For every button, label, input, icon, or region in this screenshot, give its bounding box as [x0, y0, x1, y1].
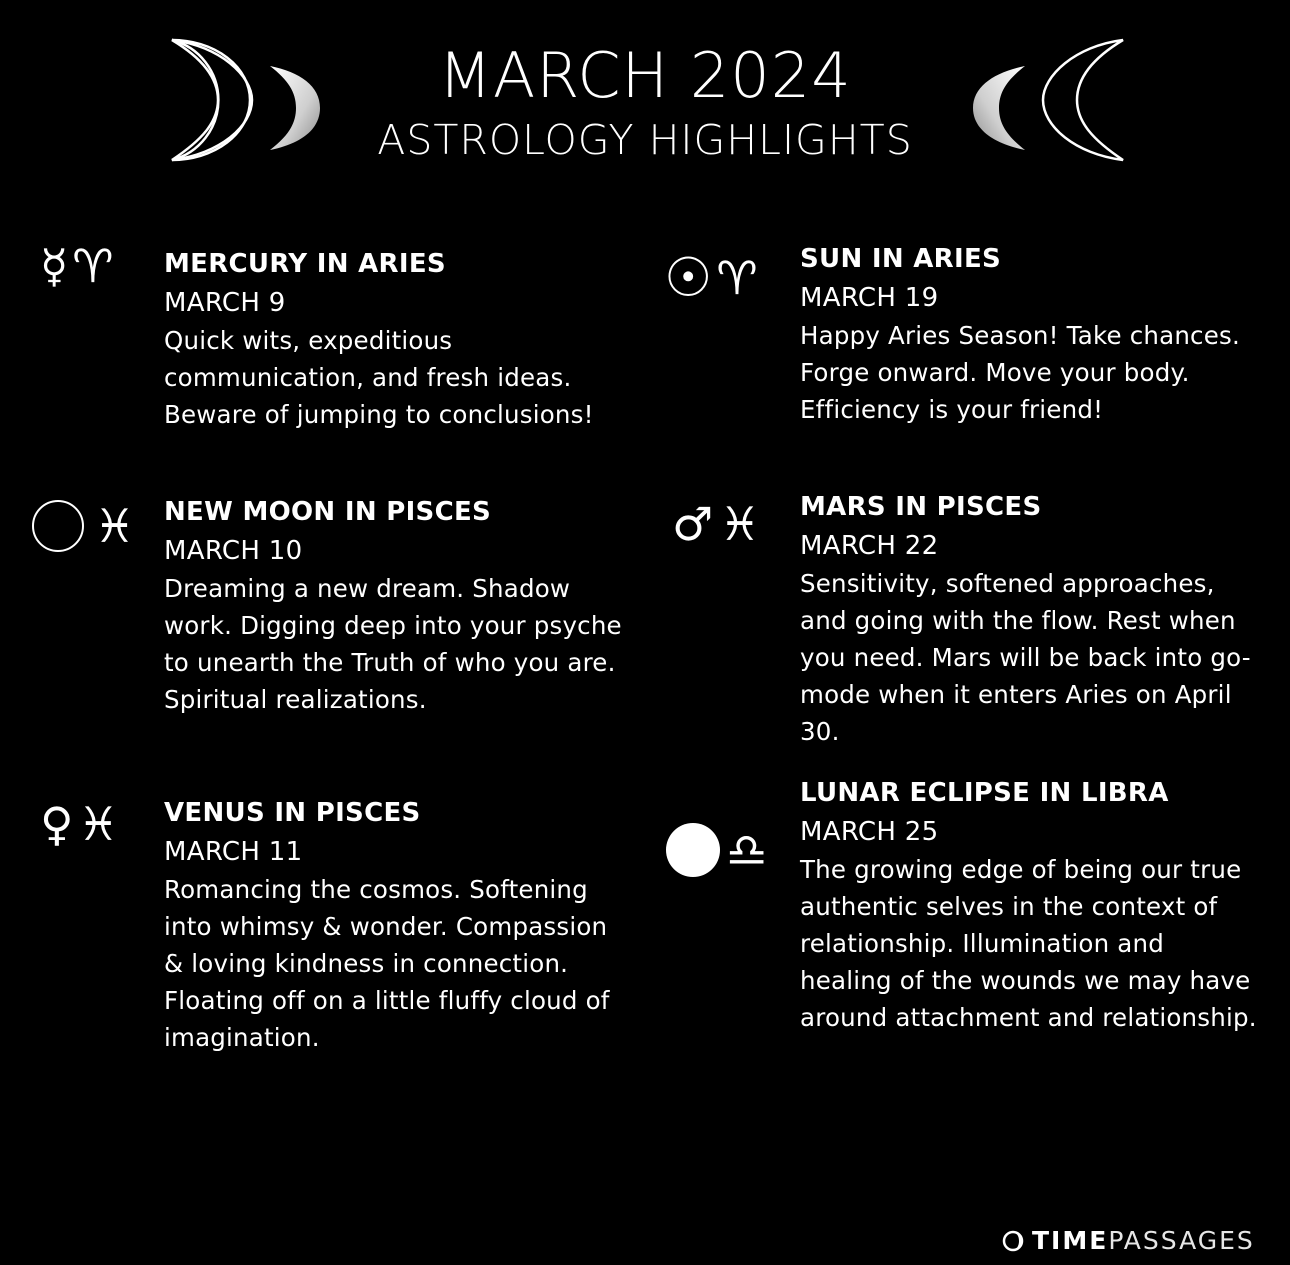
venus-icon: ♀ [40, 797, 74, 851]
pisces-icon: ♓︎ [719, 497, 761, 551]
mercury-icon: ☿ [40, 239, 69, 293]
pisces-icon: ♓︎ [94, 499, 136, 553]
entry-date: MARCH 22 [800, 531, 939, 561]
waxing-moons-icon [160, 36, 330, 166]
page-subtitle: ASTROLOGY HIGHLIGHTS [377, 116, 913, 164]
brand-time: TIME [1032, 1226, 1109, 1255]
time-passages-logo-icon [1002, 1230, 1024, 1252]
aries-icon: ♈︎ [72, 239, 114, 293]
mercury-aries-glyphs [40, 236, 113, 296]
lunar-eclipse-libra-glyphs [666, 820, 767, 880]
entry-mercury-in-aries [164, 244, 624, 433]
entry-lunar-eclipse-in-libra [800, 773, 1260, 1036]
new-moon-icon [32, 500, 84, 552]
entry-heading: VENUS IN PISCES [164, 798, 421, 828]
entry-heading: MERCURY IN ARIES [164, 249, 446, 279]
page-title: MARCH 2024 [438, 39, 852, 112]
entry-new-moon-in-pisces [164, 492, 624, 718]
pisces-icon: ♓︎ [77, 797, 119, 851]
entry-venus-in-pisces [164, 793, 624, 1056]
entry-description: Romancing the cosmos. Softening into whimsy & wonder. Compassion & loving kindness in connection. Floating off on a little fluffy cloud of imagination. [164, 875, 610, 1052]
waning-moons-icon [965, 36, 1135, 166]
aries-icon: ♈︎ [716, 251, 758, 305]
venus-pisces-glyphs [40, 794, 119, 854]
brand-logo [1002, 1226, 1255, 1255]
entry-date: MARCH 9 [164, 288, 286, 318]
libra-icon: ♎︎ [726, 823, 768, 877]
entry-date: MARCH 19 [800, 283, 939, 313]
mars-pisces-glyphs [672, 494, 761, 554]
entry-mars-in-pisces [800, 487, 1260, 750]
sun-aries-glyphs [664, 248, 758, 308]
mars-icon: ♂ [672, 497, 714, 551]
entry-date: MARCH 25 [800, 817, 939, 847]
entry-description: The growing edge of being our true authentic selves in the context of relationship. Illumination and healing of the wounds we may have around attachment and relationship. [800, 855, 1257, 1032]
new-moon-pisces-glyphs [32, 496, 135, 556]
entry-heading: SUN IN ARIES [800, 244, 1002, 274]
entry-heading: NEW MOON IN PISCES [164, 497, 492, 527]
entry-description: Dreaming a new dream. Shadow work. Digging deep into your psyche to unearth the Truth of who you are. Spiritual realizations. [164, 574, 622, 714]
entry-description: Quick wits, expeditious communication, and fresh ideas. Beware of jumping to conclusions! [164, 326, 594, 429]
entry-sun-in-aries [800, 239, 1260, 428]
entry-heading: MARS IN PISCES [800, 492, 1042, 522]
entry-description: Happy Aries Season! Take chances. Forge onward. Move your body. Efficiency is your friend! [800, 321, 1240, 424]
full-moon-icon [666, 823, 720, 877]
entry-heading: LUNAR ECLIPSE IN LIBRA [800, 778, 1169, 808]
entry-date: MARCH 10 [164, 536, 303, 566]
entry-description: Sensitivity, softened approaches, and going with the flow. Rest when you need. Mars will be back into go-mode when it enters Aries on April 30. [800, 569, 1251, 746]
sun-icon: ☉ [664, 246, 713, 309]
entry-date: MARCH 11 [164, 837, 303, 867]
brand-passages: PASSAGES [1108, 1226, 1255, 1255]
